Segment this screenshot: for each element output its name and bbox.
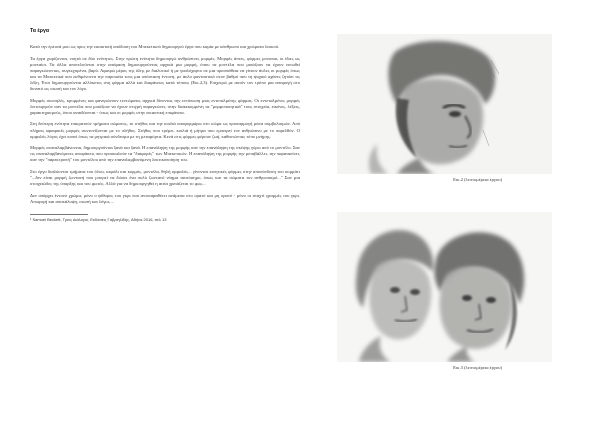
section-heading: Τα έργα <box>30 28 50 34</box>
paragraph-6: Στο έργο διαλύονται τμήματα του όλου, κεφάλι και κορμός, μοντέλα, θηλή ομφαλός... γίνονται κινητικές φόρμες στην αποσύνδεση του κομμάτι "...δεν είναι μορφή ζωντανή που μπορεί να δώσει ένα πολύ ζωντανό νόημα ταυτόσημο, όπως και τα σώματα τον ανθρωπισμό..." Σαν μια στοιχειώδες της ύπαρξης και του φωτός. Αλλά για να δημιουργηθεί η αιτία χρειάζεται το φως... <box>30 169 300 187</box>
portrait-drawing-2 <box>337 212 552 362</box>
footnote: ¹ Samuel Beckett, Τρεις Διάλογοι, Εκδόσεις Γαβριηλίδης, Αθήνα 2016, σελ 13 <box>30 216 167 222</box>
paragraph-4: Στη δεύτερη ενότητα επικρατούν τμήματα σώματος, το στήθος και την κοιλιά αποφορμάρω στο σώμα ως προσαρμογή μέσα συμβολισμών. Από πλήρεις αφαιρικές μορφές συντονίζονται με το πλήθος. Στήθος που τρέμει, κοιλιά ή μήτρα που εμπειρεί τον ανθρώπινο με το παρελθόν. Ο ομφαλός λόγος έχει κοπεί όπως τα μητρικά σύνδεσμα με τη μεταφόρτα. Κενά στις φόρμες φέρουν ζωή, καθιστώντας τόπο μνήμης. <box>30 121 300 139</box>
figure-2 <box>337 34 552 182</box>
paragraph-3: Μορφές σιωπηλές, κρυμμένες και φανερώνουν τεντώματα, αρχικά δίνοντας την εντύπωση μιας εντεταλμένης φόρμας. Οι εντεταλμένες μορφές λειτουργούν σαν τα μοντέλα που μοιάζουν να έχουν στιγμή παραγκώνει, στην διακεκομμένη τα "μορφοποιητικά" τους στοιχεία, εικόνες, λέξεις, χαρακτηρισμούς, όπου αναιδύονται - όπως και οι μορφές στην εικαστική επιφάνεια. <box>30 97 300 115</box>
paragraph-7: Δεν υπάρχει έντονο χρώμα, μόνο ο ψίθυρος του γκρι που αντιπαραθέτει ανάμεσα στο ορατό και μη ορατό - μόνο οι σταχτί γραμμές του γκρι. Αποφυγή και αποκάλυψη, σιωπή και λόγος.... <box>30 192 300 204</box>
text-column <box>30 28 300 222</box>
figure-3-caption: Εικ.3 (λεπτομέρεια έργου) <box>453 365 502 370</box>
paragraph-5: Μορφές επαναλαμβάνονται, δημιουργούνται ξανά και ξανά. Η επανάληψη της μορφής σαν την επανάληψη της σκέψης γύρω από το μοντέλο. Σαν τις επαναλαμβανόμενες αποφάσεις που προσκαλούν τα "διαφορές" των Μπεκετικών. Η επανάληψη της μορφής την μεταβάλλει, την παραταείνει, σαν την "παρεκτροπή" του μοντέλου από την επαναλαμβανόμενη λεκτικοποίηση του. <box>30 145 300 163</box>
figure-3 <box>337 212 552 370</box>
portrait-drawing-1 <box>337 34 552 174</box>
paragraph-2: Τα έργα χωρίζονται, νοητά σε δύο ενότητες. Στην πρώτη ενότητα δημιουργώ ανθρώπινες μορφές. Μορφές άπτες, φόρμες μονοπαι, οι ίδιες ως μονταίοι. Τα άλλα αποτελούνται στην απόφαση δημιουργούντας αρχικά μια μορφή, όπου τα μοντέλα που μοιάζουν να έχουν ειπωθεί παραγκώνοντας, συγκεχυμένα, βαρύ. Αφαιρώ μέρος της ύλης με διαλυτικό ή με γυαλόχαρτο σε μια προσπάθεια να γίνουν άυλες οι μορφές όπως και τα Μπεκετικά που εκθιμένοντα την παρουσία τους μια υπόσταση έντονη, με άυλο φανταστικό στον βαθμό που τη ψυχικό αχάνες ζητάει τις λέξη. Έτσι δημιουργούνται αλλόκοτες στη φόρμα αλλά και διαφάνειες κατά τόπους (Εικ.2,3). Επιχειρώ με αυτόν τον τρόπο μια αποφυγή στο δυνατό ως σιωπή και τον λόγο. <box>30 55 300 92</box>
figure-2-caption: Εικ.2 (λεπτομέρεια έργου) <box>453 177 502 182</box>
footnote-divider <box>30 214 88 215</box>
paragraph-1: Κατά την έρευνά μου ως προς την εικαστική απόδοση του Μπεκετικού δημιουργού έργα που καμία με κάνθρωπο και χρώματα λευκού. <box>30 44 280 49</box>
